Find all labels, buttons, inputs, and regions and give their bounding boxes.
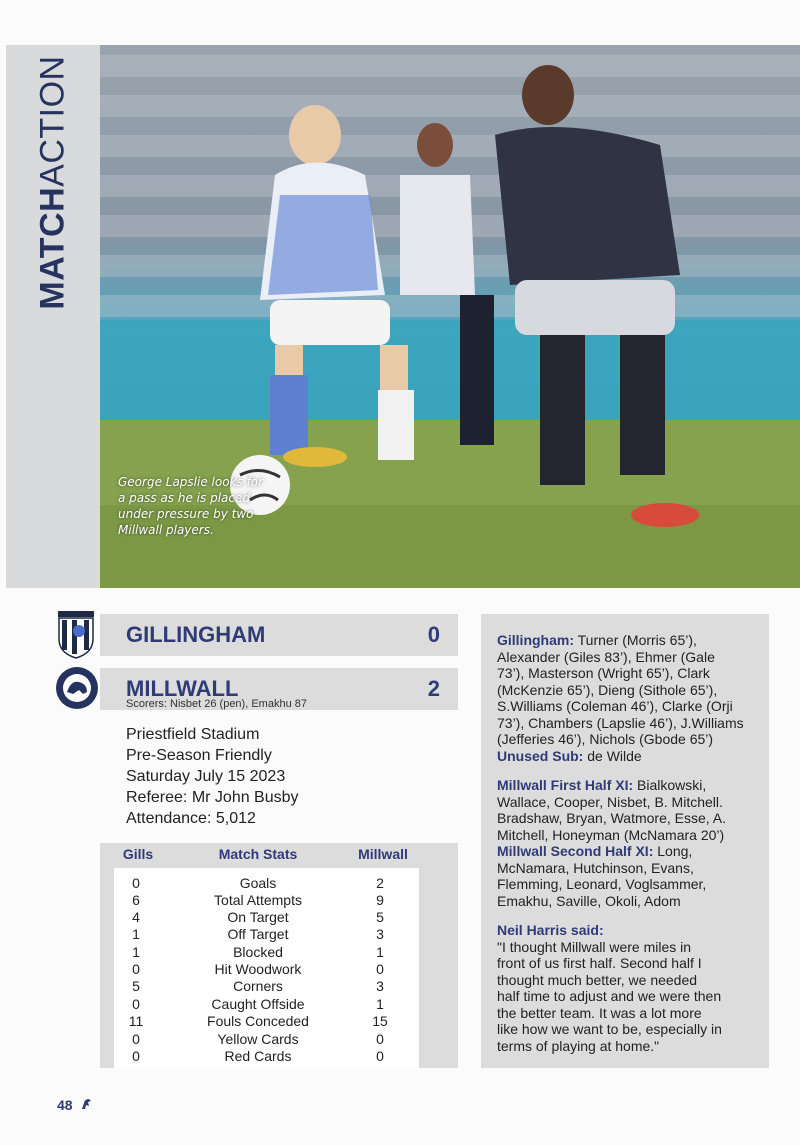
stat-away-value: 3 xyxy=(376,926,384,942)
lineup-line: Bialkowski, xyxy=(637,777,707,793)
stats-header-home: Gills xyxy=(122,846,154,862)
quote-line: half time to adjust and we were then xyxy=(497,988,722,1004)
stat-away-value: 9 xyxy=(376,892,384,908)
stats-row-total-attempts xyxy=(114,892,419,909)
lineup-line: McNamara, Hutchinson, Evans, xyxy=(497,859,694,876)
lineup-line: Alexander (Giles 83’), Ehmer (Gale xyxy=(497,648,715,665)
match-info xyxy=(126,724,299,829)
section-title-light: ACTION xyxy=(33,55,72,187)
stat-home-value: 5 xyxy=(132,978,140,994)
quote-line: the better team. It was a lot more xyxy=(497,1004,702,1021)
stats-row-goals xyxy=(114,875,419,892)
stat-away-value: 0 xyxy=(376,1031,384,1047)
lineup-line: Bradshaw, Bryan, Watmore, Esse, A. xyxy=(497,810,727,826)
stat-away-value: 2 xyxy=(376,875,384,891)
lineup-line: Long, xyxy=(657,843,693,859)
quote-heading: Neil Harris said: xyxy=(497,922,604,938)
stat-label: Goals xyxy=(239,875,277,891)
manager-quote xyxy=(497,922,759,1054)
lineup-line: (McKenzie 65’), Dieng (Sithole 65’), xyxy=(497,681,718,698)
lineup-line: 73’), Masterson (Wright 65’), Clark xyxy=(497,665,710,681)
match-competition: Pre-Season Friendly xyxy=(126,747,272,764)
stat-home-value: 0 xyxy=(132,1048,140,1064)
home-team-name: GILLINGHAM xyxy=(126,622,266,647)
stats-row-blocked xyxy=(114,944,419,961)
gillingham-crest-icon xyxy=(56,611,96,659)
stat-label: Corners xyxy=(233,978,283,994)
stats-row-corners xyxy=(114,978,419,995)
gillingham-lineup-heading: Gillingham: xyxy=(497,632,574,648)
away-scorers: Scorers: Nisbet 26 (pen), Emakhu 87 xyxy=(126,698,307,710)
quote-line: terms of playing at home." xyxy=(497,1037,660,1054)
stat-label: Hit Woodwork xyxy=(214,961,302,977)
photo-caption: George Lapslie looks for a pass as he is placed under pressure by two Millwall players. xyxy=(118,475,264,537)
millwall-crest-icon xyxy=(55,666,99,710)
stat-away-value: 0 xyxy=(376,1048,384,1064)
page-number: 48 xyxy=(57,1097,73,1113)
match-attendance: Attendance: 5,012 xyxy=(126,810,256,827)
stats-row-off-target xyxy=(114,926,419,943)
lineup-line: Flemming, Leonard, Voglsammer, xyxy=(497,876,707,892)
stats-row-red-cards xyxy=(114,1048,419,1065)
stat-away-value: 3 xyxy=(376,978,384,994)
lineup-line: Mitchell, Honeyman (McNamara 20’) xyxy=(497,826,725,843)
quote-line: thought much better, we needed xyxy=(497,971,698,988)
stat-home-value: 0 xyxy=(132,996,140,1012)
away-team-name: MILLWALL xyxy=(126,676,239,701)
stat-label: Red Cards xyxy=(224,1048,292,1064)
stat-home-value: 0 xyxy=(132,1031,140,1047)
quote-line: "I thought Millwall were miles in xyxy=(497,938,692,955)
stats-row-on-target xyxy=(114,909,419,926)
match-stadium: Priestfield Stadium xyxy=(126,726,260,743)
horse-logo-icon xyxy=(80,1097,92,1111)
millwall-lineup xyxy=(497,777,759,909)
stat-home-value: 4 xyxy=(132,909,140,925)
lineup-line: S.Williams (Coleman 46’), Clarke (Orji xyxy=(497,698,733,714)
lineup-line: Wallace, Cooper, Nisbet, B. Mitchell. xyxy=(497,793,723,810)
gillingham-lineup xyxy=(497,632,759,764)
stats-row-hit-woodwork xyxy=(114,961,419,978)
stat-label: On Target xyxy=(227,909,289,925)
stats-header-away: Millwall xyxy=(358,846,408,862)
lineup-line: Emakhu, Saville, Okoli, Adom xyxy=(497,892,681,909)
stat-label: Yellow Cards xyxy=(217,1031,299,1047)
stat-label: Off Target xyxy=(227,926,289,942)
stat-home-value: 1 xyxy=(132,944,140,960)
lineup-line: (Jefferies 46’), Nichols (Gbode 65’) xyxy=(497,731,714,747)
stat-label: Caught Offside xyxy=(211,996,305,1012)
section-title-bold: MATCH xyxy=(33,186,72,310)
quote-line: like how we want to be, especially in xyxy=(497,1021,722,1037)
millwall-second-half-heading: Millwall Second Half XI: xyxy=(497,843,654,859)
stat-away-value: 1 xyxy=(376,944,384,960)
stats-row-yellow-cards xyxy=(114,1031,419,1048)
stat-home-value: 11 xyxy=(128,1013,144,1029)
millwall-first-half-heading: Millwall First Half XI: xyxy=(497,777,634,793)
home-team-score: 0 xyxy=(427,622,440,647)
quote-line: front of us first half. Second half I xyxy=(497,955,702,971)
stat-label: Fouls Conceded xyxy=(207,1013,309,1029)
match-referee: Referee: Mr John Busby xyxy=(126,789,299,806)
lineup-line: Turner (Morris 65’), xyxy=(577,632,697,648)
stat-home-value: 6 xyxy=(132,892,140,908)
stat-away-value: 0 xyxy=(376,961,384,977)
stat-label: Blocked xyxy=(233,944,283,960)
match-date: Saturday July 15 2023 xyxy=(126,768,286,785)
stats-header-label: Match Stats xyxy=(218,846,298,862)
stat-away-value: 15 xyxy=(372,1013,388,1029)
stats-row-caught-offside xyxy=(114,996,419,1013)
stat-home-value: 1 xyxy=(132,926,140,942)
section-title xyxy=(6,45,100,320)
stat-away-value: 5 xyxy=(376,909,384,925)
unused-sub-value: de Wilde xyxy=(587,747,642,764)
stat-home-value: 0 xyxy=(132,961,140,977)
stat-label: Total Attempts xyxy=(214,892,302,908)
stat-away-value: 1 xyxy=(376,996,384,1012)
away-team-score: 2 xyxy=(427,676,440,701)
stat-home-value: 0 xyxy=(132,875,140,891)
lineup-line: 73’), Chambers (Lapslie 46’), J.Williams xyxy=(497,714,744,731)
home-team-bar xyxy=(100,614,458,656)
stats-row-fouls-conceded xyxy=(114,1013,419,1030)
unused-sub-heading: Unused Sub: xyxy=(497,747,584,764)
